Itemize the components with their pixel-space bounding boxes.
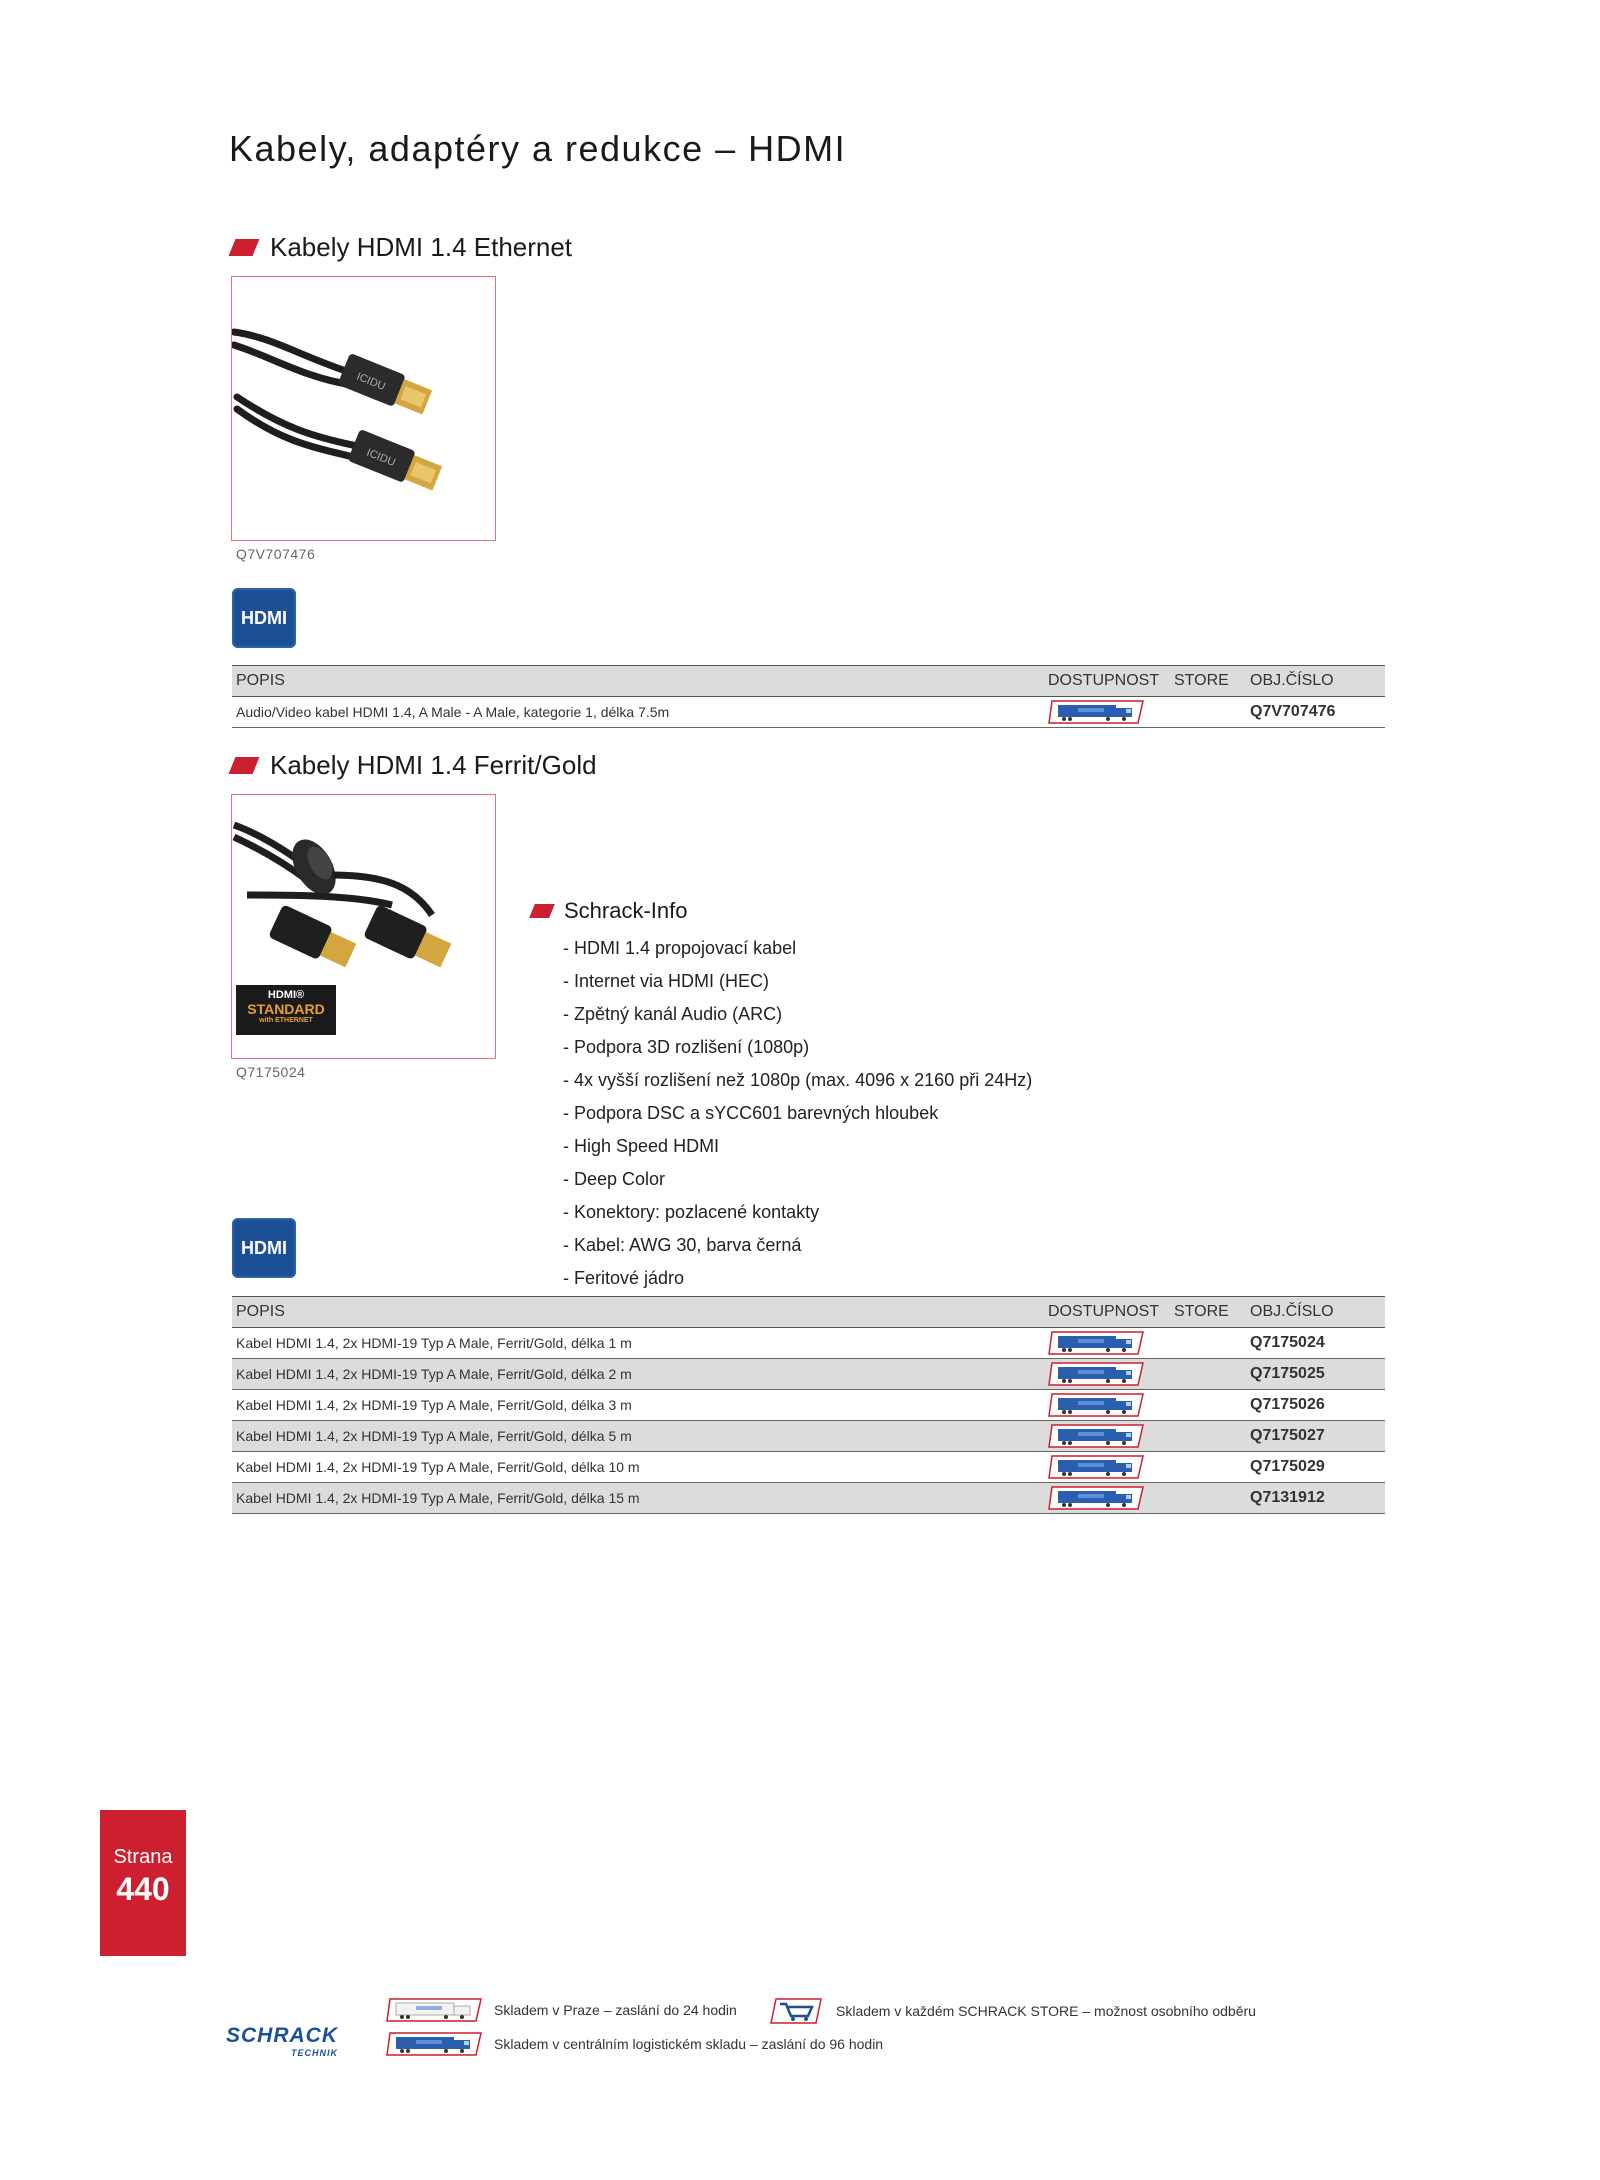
schrack-info-list [563,932,1032,1295]
row-popis: Kabel HDMI 1.4, 2x HDMI-19 Typ A Male, Ferrit/Gold, délka 10 m [232,1452,1044,1483]
page-number-label: Strana [113,1846,173,1868]
table-row [232,1421,1385,1452]
list-item: - Konektory: pozlacené kontakty [563,1202,820,1222]
red-flag-icon [229,757,260,774]
row-popis: Audio/Video kabel HDMI 1.4, A Male - A Male, kategorie 1, délka 7.5m [232,697,1044,728]
red-flag-icon [229,239,260,256]
col-store: STORE [1170,666,1246,697]
table-row [232,1359,1385,1390]
legend-store: Skladem v každém SCHRACK STORE – možnost osobního odběru [770,1998,1256,2024]
col-store: STORE [1170,1297,1246,1328]
row-popis: Kabel HDMI 1.4, 2x HDMI-19 Typ A Male, Ferrit/Gold, délka 2 m [232,1359,1044,1390]
col-popis: POPIS [232,1297,1044,1328]
col-obj: OBJ.ČÍSLO [1246,666,1385,697]
col-dostupnost: DOSTUPNOST [1044,1297,1170,1328]
list-item: - 4x vyšší rozlišení než 1080p (max. 4096 x 2160 při 24Hz) [563,1070,1033,1090]
table-row [232,1390,1385,1421]
list-item: - High Speed HDMI [563,1136,720,1156]
list-item: - Deep Color [563,1169,666,1189]
list-item: - Podpora DSC a sYCC601 barevných hloubek [563,1103,939,1123]
red-flag-icon [529,904,555,918]
hdmi-cable-image [232,277,494,539]
order-code-link[interactable]: Q7V707476 [1246,697,1385,728]
hdmi-badge-icon: HDMI [232,588,296,648]
truck-central-icon [386,2032,482,2056]
order-code-link[interactable]: Q7175029 [1246,1452,1385,1483]
table-header-row [232,1297,1385,1328]
truck-central-icon [1048,1331,1144,1355]
legend-central: Skladem v centrálním logistickém skladu – zaslání do 96 hodin [386,2032,883,2056]
table-row [232,1452,1385,1483]
row-popis: Kabel HDMI 1.4, 2x HDMI-19 Typ A Male, Ferrit/Gold, délka 3 m [232,1390,1044,1421]
truck-central-icon [1048,1486,1144,1510]
truck-praha-icon [386,1998,482,2022]
shopping-cart-icon [770,1998,822,2024]
list-item: - Internet via HDMI (HEC) [563,971,770,991]
svg-text:ICIDU: ICIDU [354,370,388,393]
section1-heading [232,232,572,263]
section1-table [232,665,1385,728]
svg-text:ICIDU: ICIDU [364,446,398,469]
list-item: - Feritové jádro [563,1268,685,1288]
row-popis: Kabel HDMI 1.4, 2x HDMI-19 Typ A Male, Ferrit/Gold, délka 5 m [232,1421,1044,1452]
order-code-link[interactable]: Q7175026 [1246,1390,1385,1421]
truck-central-icon [1048,1393,1144,1417]
row-popis: Kabel HDMI 1.4, 2x HDMI-19 Typ A Male, Ferrit/Gold, délka 15 m [232,1483,1044,1514]
section1-heading-text: Kabely HDMI 1.4 Ethernet [270,232,573,262]
section2-image-caption: Q7175024 [236,1064,306,1080]
section2-heading-text: Kabely HDMI 1.4 Ferrit/Gold [270,750,597,780]
list-item: - Kabel: AWG 30, barva černá [563,1235,802,1255]
row-popis: Kabel HDMI 1.4, 2x HDMI-19 Typ A Male, Ferrit/Gold, délka 1 m [232,1328,1044,1359]
list-item: - HDMI 1.4 propojovací kabel [563,938,797,958]
section2-heading [232,750,597,781]
list-item: - Zpětný kanál Audio (ARC) [563,1004,783,1024]
section2-product-image [231,794,496,1059]
table-header-row [232,666,1385,697]
page-number: 440 [116,1871,170,1907]
truck-central-icon [1048,1362,1144,1386]
truck-central-icon [1048,1424,1144,1448]
hdmi-standard-logo: HDMI® STANDARD with ETHERNET [236,985,336,1035]
order-code-link[interactable]: Q7175025 [1246,1359,1385,1390]
section2-table [232,1296,1385,1514]
table-row [232,1328,1385,1359]
truck-central-icon [1048,700,1144,724]
col-popis: POPIS [232,666,1044,697]
section1-product-image [231,276,496,541]
legend-praha: Skladem v Praze – zaslání do 24 hodin [386,1998,737,2022]
section1-image-caption: Q7V707476 [236,546,316,562]
order-code-link[interactable]: Q7175024 [1246,1328,1385,1359]
truck-central-icon [1048,1455,1144,1479]
list-item: - Podpora 3D rozlišení (1080p) [563,1037,810,1057]
table-row [232,1483,1385,1514]
page-title: Kabely, adaptéry a redukce – HDMI [229,128,847,169]
schrack-logo: SCHRACK TECHNIK [226,2024,338,2058]
hdmi-badge-icon: HDMI [232,1218,296,1278]
page-number-tab [100,1810,186,1956]
table-row [232,697,1385,728]
order-code-link[interactable]: Q7131912 [1246,1483,1385,1514]
order-code-link[interactable]: Q7175027 [1246,1421,1385,1452]
col-obj: OBJ.ČÍSLO [1246,1297,1385,1328]
schrack-info-heading: Schrack-Info [532,898,688,924]
col-dostupnost: DOSTUPNOST [1044,666,1170,697]
